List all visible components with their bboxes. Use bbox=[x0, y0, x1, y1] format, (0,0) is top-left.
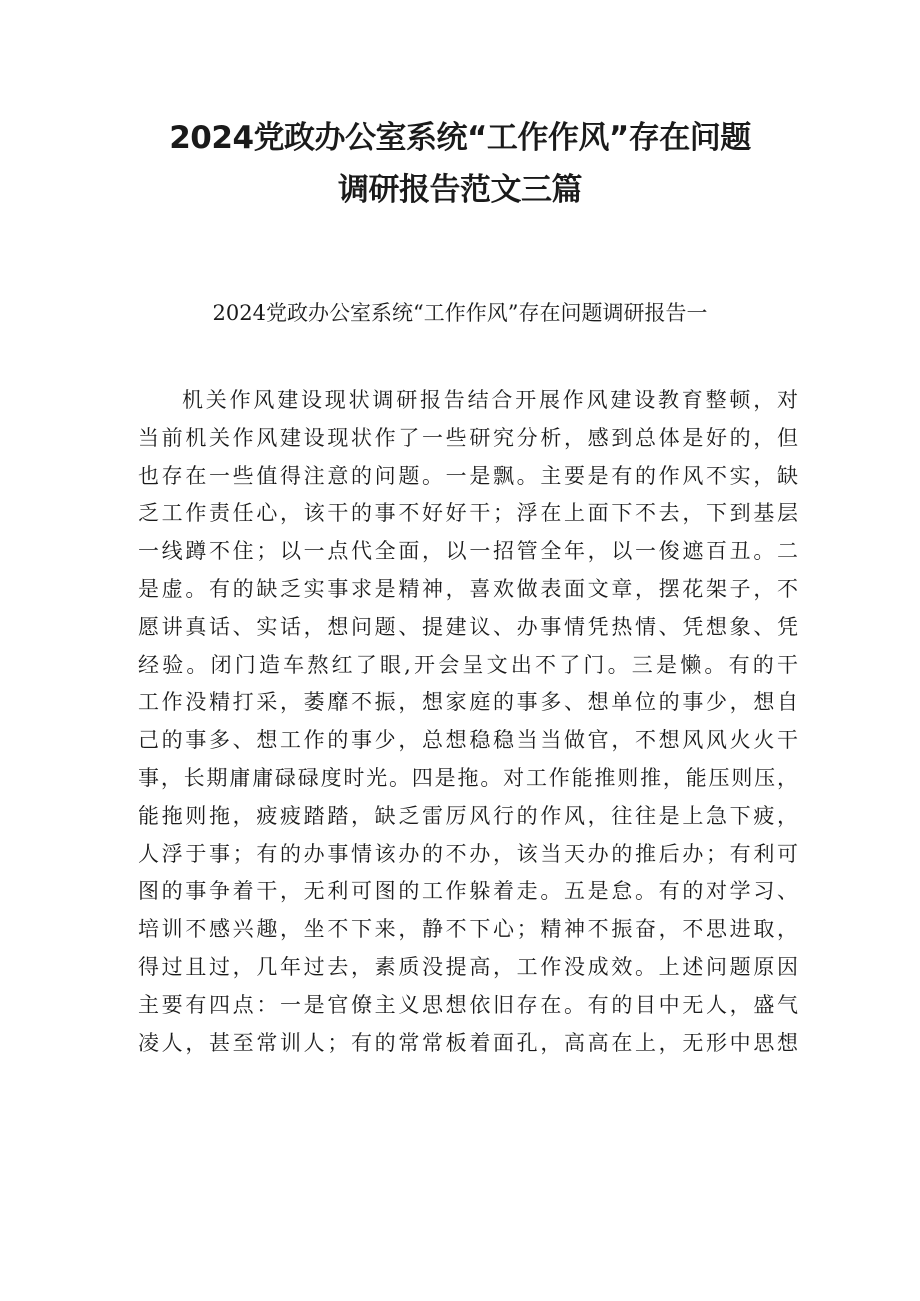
paragraph-line: 己的事多、想工作的事少，总想稳稳当当做官，不想风风火火干 bbox=[138, 728, 798, 753]
paragraph-line: 也存在一些值得注意的问题。一是飘。主要是有的作风不实，缺 bbox=[138, 463, 798, 488]
body-paragraph bbox=[138, 382, 798, 1062]
paragraph-line: 一线蹲不住；以一点代全面，以一招管全年，以一俊遮百丑。二 bbox=[138, 539, 798, 564]
paragraph-line: 机关作风建设现状调研报告结合开展作风建设教育整顿，对 bbox=[182, 388, 798, 412]
paragraph-line: 当前机关作风建设现状作了一些研究分析，感到总体是好的，但 bbox=[138, 425, 798, 450]
paragraph-line: 愿讲真话、实话，想问题、提建议、办事情凭热情、凭想象、凭 bbox=[138, 614, 798, 639]
paragraph-line: 图的事争着干，无利可图的工作躲着走。五是怠。有的对学习、 bbox=[138, 879, 798, 904]
document-title bbox=[100, 112, 820, 216]
paragraph-line: 是虚。有的缺乏实事求是精神，喜欢做表面文章，摆花架子，不 bbox=[138, 576, 798, 601]
paragraph-line: 主要有四点：一是官僚主义思想依旧存在。有的目中无人，盛气 bbox=[138, 992, 798, 1017]
paragraph-line: 凌人，甚至常训人；有的常常板着面孔，高高在上，无形中思想 bbox=[138, 1030, 798, 1055]
paragraph-line: 培训不感兴趣，坐不下来，静不下心；精神不振奋，不思进取， bbox=[138, 917, 798, 942]
paragraph-line: 事，长期庸庸碌碌度时光。四是拖。对工作能推则推，能压则压， bbox=[138, 765, 798, 790]
paragraph-line: 能拖则拖，疲疲踏踏，缺乏雷厉风行的作风，往往是上急下疲， bbox=[138, 803, 798, 828]
paragraph-line: 经验。闭门造车熬红了眼,开会呈文出不了门。三是懒。有的干 bbox=[138, 652, 798, 677]
paragraph-line: 工作没精打采，萎靡不振，想家庭的事多、想单位的事少，想自 bbox=[138, 690, 798, 715]
paragraph-line: 人浮于事；有的办事情该办的不办，该当天办的推后办；有利可 bbox=[138, 841, 798, 866]
document-title-line-1: 2024党政办公室系统“工作作风”存在问题 bbox=[169, 120, 751, 156]
paragraph-line: 乏工作责任心，该干的事不好好干；浮在上面下不去，下到基层 bbox=[138, 501, 798, 526]
document-title-line-2: 调研报告范文三篇 bbox=[338, 172, 582, 208]
section-heading: 2024党政办公室系统“工作作风”存在问题调研报告一 bbox=[212, 301, 708, 325]
paragraph-line: 得过且过，几年过去，素质没提高，工作没成效。上述问题原因 bbox=[138, 954, 798, 979]
